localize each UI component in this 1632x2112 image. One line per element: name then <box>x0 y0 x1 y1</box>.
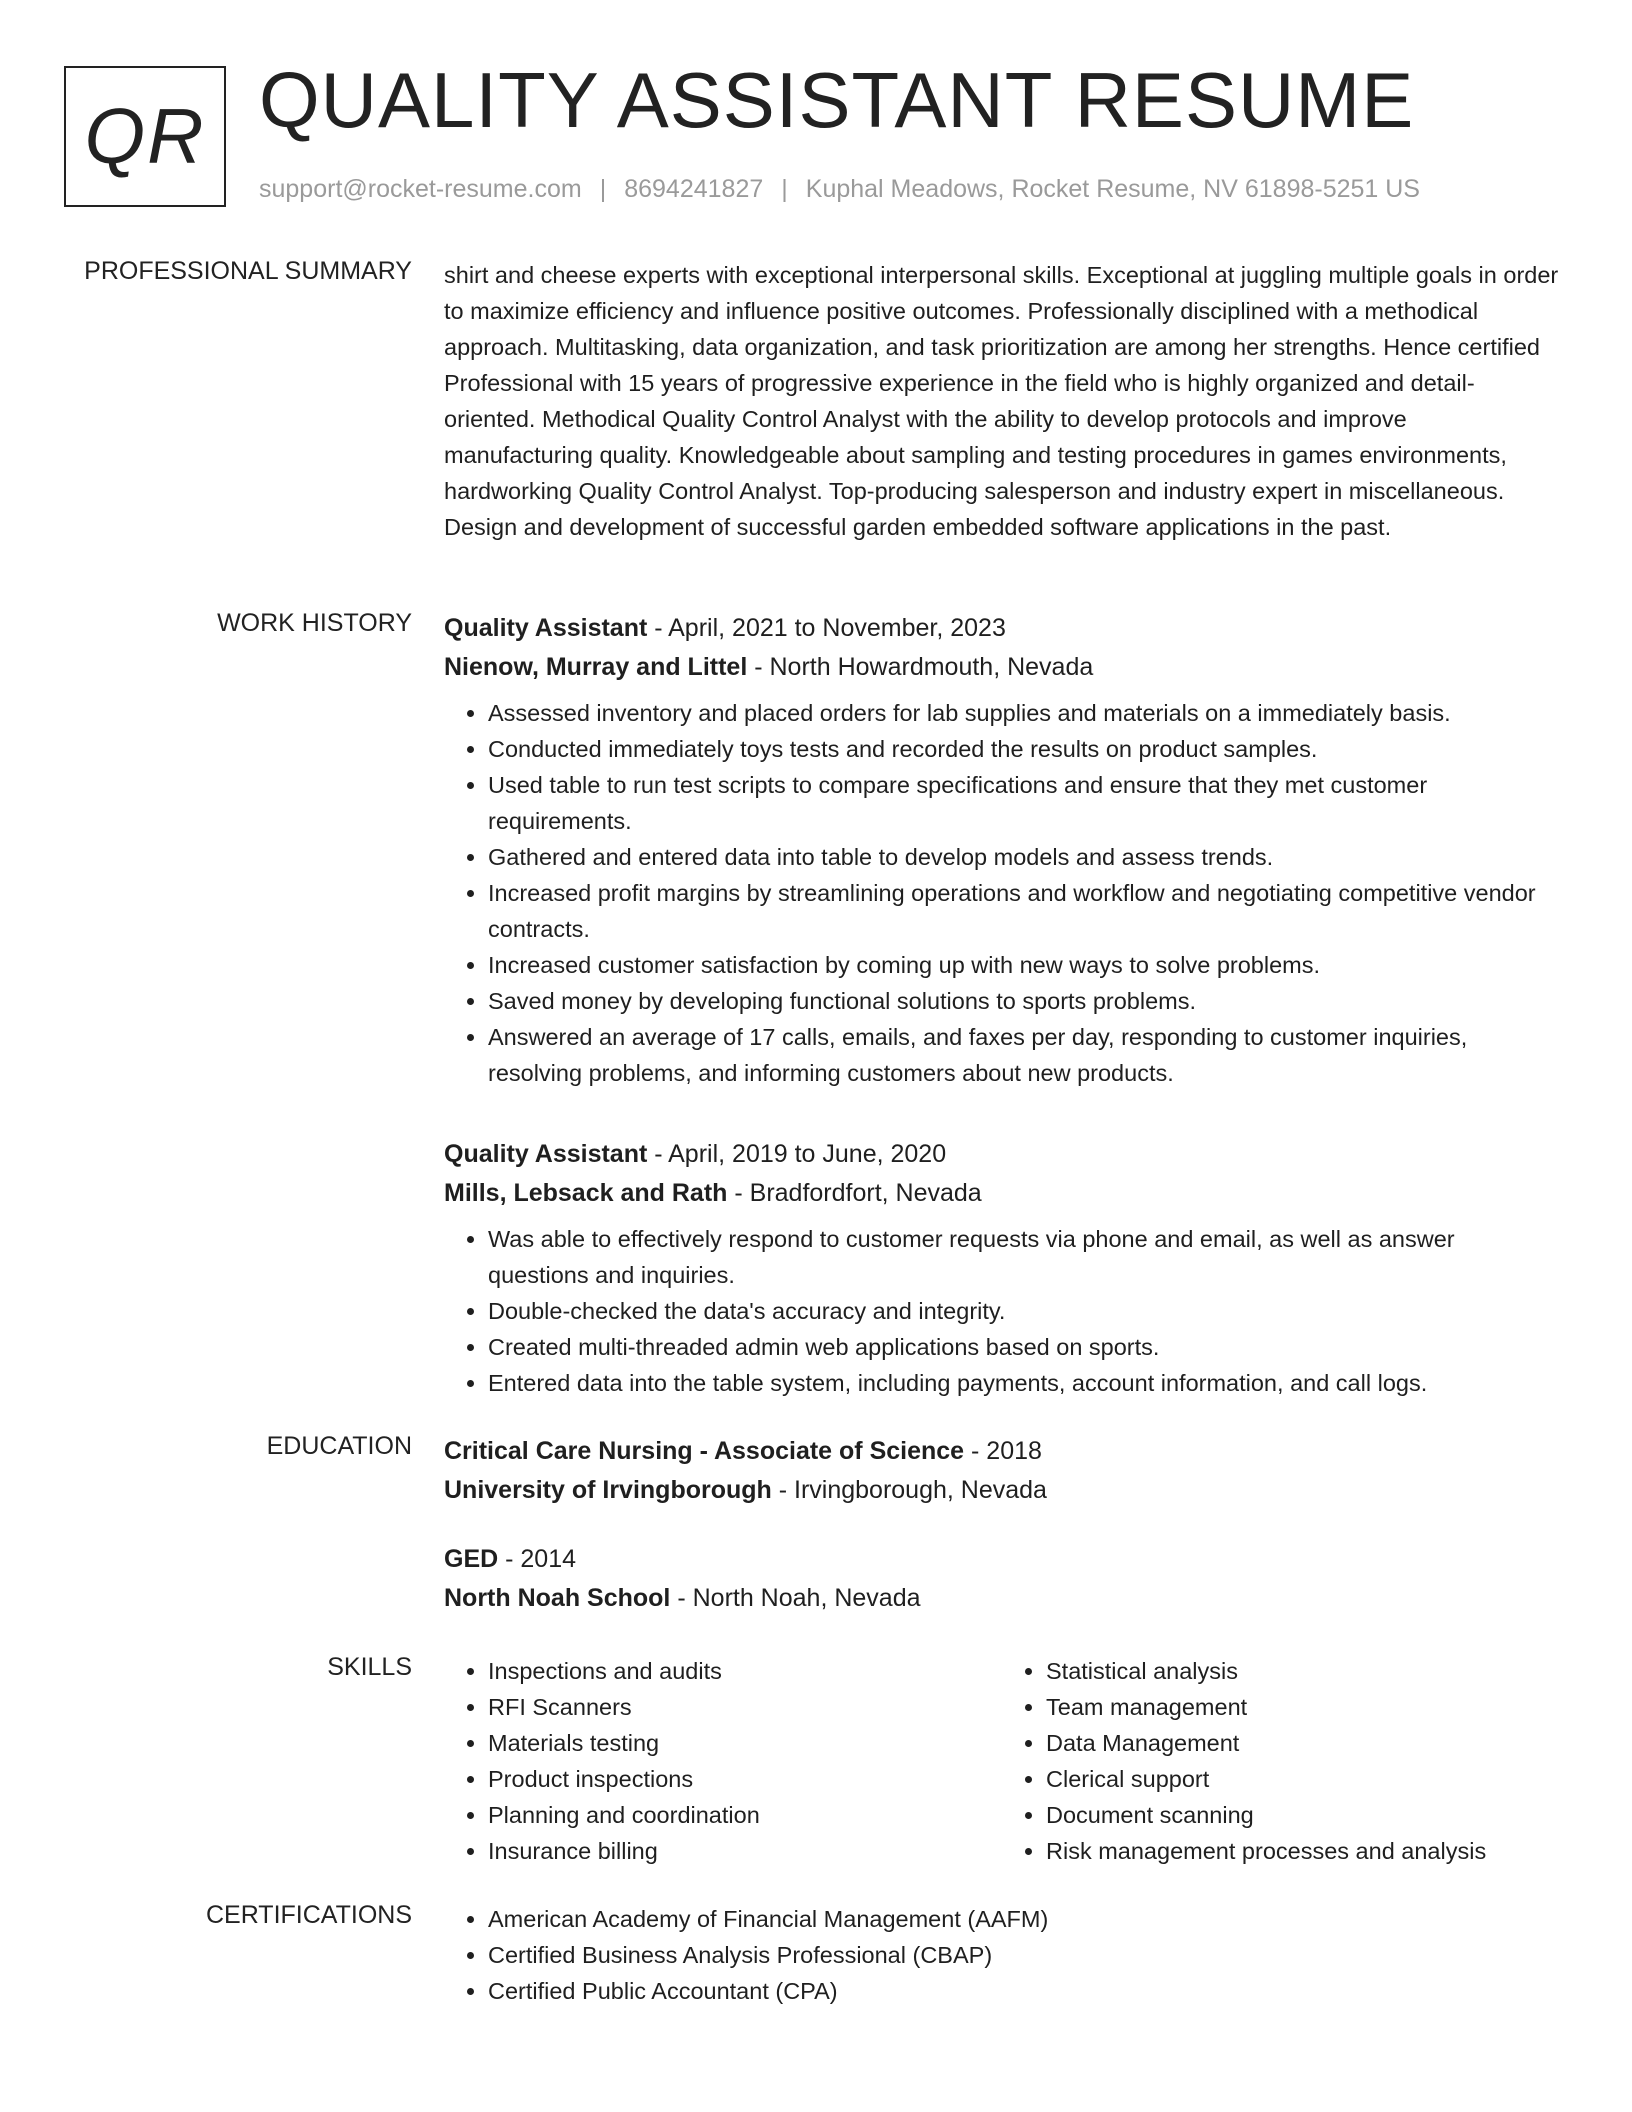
list-item: • Insurance billing <box>488 1833 1002 1869</box>
job-company: Nienow, Murray and Littel <box>444 653 748 681</box>
job-title: Quality Assistant <box>444 614 648 642</box>
section-label: CERTIFICATIONS <box>205 1901 412 1929</box>
school: North Noah School <box>444 1584 671 1612</box>
list-item: • Document scanning <box>1046 1797 1560 1833</box>
list-item: • Increased profit margins by streamlining operations and workflow and negotiating competitive vendor contracts. <box>488 875 1560 947</box>
contact-separator: | <box>781 175 788 203</box>
section-label: WORK HISTORY <box>217 609 412 637</box>
school: University of Irvingborough <box>444 1476 772 1504</box>
list-item: • American Academy of Financial Management (AAFM) <box>488 1901 1560 1937</box>
resume-title: QUALITY ASSISTANT RESUME <box>259 56 1415 144</box>
job-bullets <box>444 1221 1560 1401</box>
job-location: - Bradfordfort, Nevada <box>727 1179 982 1207</box>
monogram-logo: QR <box>64 66 226 207</box>
list-item: • Clerical support <box>1046 1761 1560 1797</box>
school-location: - Irvingborough, Nevada <box>771 1476 1047 1504</box>
job-dates: - April, 2021 to November, 2023 <box>647 614 1006 642</box>
list-item: • Gathered and entered data into table to develop models and assess trends. <box>488 839 1560 875</box>
education-entry <box>444 1540 1560 1618</box>
job-dates: - April, 2019 to June, 2020 <box>647 1140 947 1168</box>
list-item: • Saved money by developing functional solutions to sports problems. <box>488 983 1560 1019</box>
education-entry <box>444 1432 1560 1510</box>
list-item: • Answered an average of 17 calls, emails, and faxes per day, responding to customer inquiries, resolving problems, and informing customers about new products. <box>488 1019 1560 1091</box>
school-location: - North Noah, Nevada <box>670 1584 921 1612</box>
skills-left-column <box>444 1653 1002 1869</box>
contact-address: Kuphal Meadows, Rocket Resume, NV 61898-5251 US <box>805 175 1420 203</box>
list-item: • Assessed inventory and placed orders for lab supplies and materials on a immediately basis. <box>488 695 1560 731</box>
contact-line <box>259 175 1420 204</box>
degree: Critical Care Nursing - Associate of Science <box>444 1437 965 1465</box>
contact-phone: 8694241827 <box>624 175 764 203</box>
list-item: • Risk management processes and analysis <box>1046 1833 1560 1869</box>
job-company: Mills, Lebsack and Rath <box>444 1179 728 1207</box>
list-item: • Increased customer satisfaction by coming up with new ways to solve problems. <box>488 947 1560 983</box>
degree: GED <box>444 1545 499 1573</box>
skills-grid <box>444 1653 1560 1869</box>
list-item: • Planning and coordination <box>488 1797 1002 1833</box>
list-item: • Was able to effectively respond to customer requests via phone and email, as well as answer questions and inquiries. <box>488 1221 1560 1293</box>
summary-text: shirt and cheese experts with exceptional interpersonal skills. Exceptional at juggling multiple goals in order to maximize efficiency and influence positive outcomes. Professionally disciplined with a methodical approach. Multitasking, data organization, and task prioritization are among her strengths. Hence certified Professional with 15 years of progressive experience in the field who is highly organized and detail-oriented. Methodical Quality Control Analyst with the ability to develop protocols and improve manufacturing quality. Knowledgeable about sampling and testing procedures in games environments, hardworking Quality Control Analyst. Top-producing salesperson and industry expert in miscellaneous. Design and development of successful garden embedded software applications in the past. <box>444 262 1559 540</box>
section-label: PROFESSIONAL SUMMARY <box>84 257 412 285</box>
job-title: Quality Assistant <box>444 1140 648 1168</box>
list-item: • Statistical analysis <box>1046 1653 1560 1689</box>
list-item: • Used table to run test scripts to compare specifications and ensure that they met customer requirements. <box>488 767 1560 839</box>
list-item: • Data Management <box>1046 1725 1560 1761</box>
skills-right-column <box>1002 1653 1560 1869</box>
list-item: • Certified Business Analysis Professional (CBAP) <box>488 1937 1560 1973</box>
list-item: • Created multi-threaded admin web applications based on sports. <box>488 1329 1560 1365</box>
job-bullets <box>444 695 1560 1091</box>
certifications-list <box>444 1901 1560 2009</box>
list-item: • Double-checked the data's accuracy and integrity. <box>488 1293 1560 1329</box>
section-label: EDUCATION <box>266 1432 412 1460</box>
list-item: • Product inspections <box>488 1761 1002 1797</box>
list-item: • Conducted immediately toys tests and recorded the results on product samples. <box>488 731 1560 767</box>
job-entry <box>444 609 1560 1091</box>
list-item: • Team management <box>1046 1689 1560 1725</box>
list-item: • Inspections and audits <box>488 1653 1002 1689</box>
section-label: SKILLS <box>327 1653 412 1681</box>
list-item: • RFI Scanners <box>488 1689 1002 1725</box>
contact-separator: | <box>599 175 607 203</box>
list-item: • Entered data into the table system, including payments, account information, and call logs. <box>488 1365 1560 1401</box>
list-item: • Materials testing <box>488 1725 1002 1761</box>
job-location: - North Howardmouth, Nevada <box>747 653 1094 681</box>
list-item: • Certified Public Accountant (CPA) <box>488 1973 1560 2009</box>
contact-email: support@rocket-resume.com <box>259 175 582 203</box>
degree-year: - 2014 <box>498 1545 577 1573</box>
job-entry <box>444 1135 1560 1401</box>
degree-year: - 2018 <box>964 1437 1042 1465</box>
